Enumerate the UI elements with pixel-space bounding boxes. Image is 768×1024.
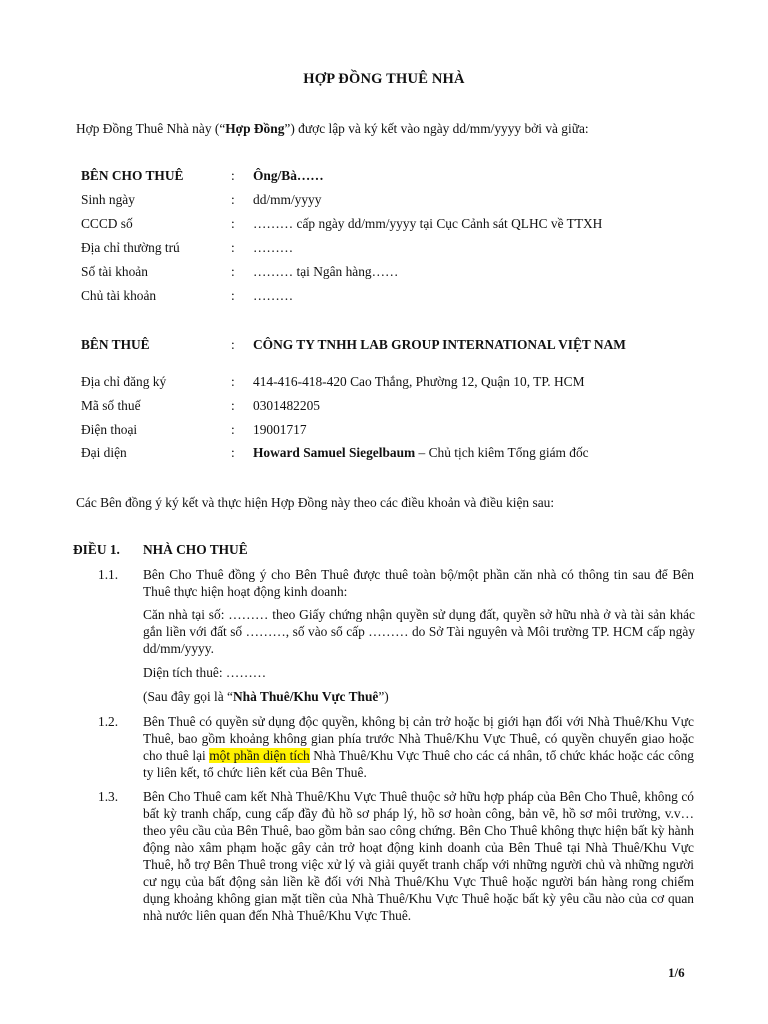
colon: : [231, 374, 235, 389]
clause-text: Bên Cho Thuê cam kết Nhà Thuê/Khu Vực Thuê thuộc sở hữu hợp pháp của Bên Cho Thuê, không có bất kỳ tranh chấp, cung cấp đầy đủ hồ sơ pháp lý, hồ sơ hoàn công, bản vẽ, hồ sơ môi trường, v.v… theo yêu cầu của Bên Thuê, bao gồm bản sao công chứng. Bên Cho Thuê không thực hiện bất kỳ hành động nào xâm phạm hoặc gây cản trở hoạt động kinh doanh của Bên Thuê tại Nhà Thuê/Khu Vực Thuê, hỗ trợ Bên Thuê trong việc xử lý và giải quyết tranh chấp với những người chủ và những người cư ngụ của bất động sản liền kề đối với Nhà Thuê/Khu Vực Thuê hoặc người bán hàng rong chiếm dụng khoảng không gian mặt tiền của Nhà Thuê/Khu Vực Thuê hoặc bất kỳ yêu cầu nào của cơ quan nhà nước liên quan đến Nhà Thuê/Khu Vực Thuê. [143, 789, 694, 923]
tax-code-label: Mã số thuế [81, 398, 141, 413]
definition-before: (Sau đây gọi là “ [143, 689, 233, 704]
lessee-label: BÊN THUÊ [81, 337, 150, 352]
account-holder-label: Chủ tài khoản [81, 288, 157, 303]
colon: : [231, 216, 235, 231]
account-value: ……… tại Ngân hàng…… [253, 264, 399, 279]
birthdate-value: dd/mm/yyyy [253, 192, 322, 207]
colon: : [231, 337, 235, 352]
phone-value: 19001717 [253, 422, 307, 437]
article-title: NHÀ CHO THUÊ [143, 542, 248, 557]
page-number: 1/6 [668, 965, 685, 980]
definition-after: ”) [378, 689, 389, 704]
account-label: Số tài khoản [81, 264, 148, 279]
clause-1-1-property: Căn nhà tại số: ……… theo Giấy chứng nhận quyền sử dụng đất, quyền sở hữu nhà ở và tài sản khác gắn liền với đất số ………, số vào sổ cấp ……… do Sở Tài nguyên và Môi trường TP. HCM cấp ngày dd/mm/yyyy. [143, 607, 695, 656]
phone-label: Điện thoại [81, 422, 138, 437]
representative-value [253, 444, 673, 461]
intro-paragraph [76, 120, 696, 137]
clause-text: Bên Cho Thuê đồng ý cho Bên Thuê được thuê toàn bộ/một phần căn nhà có thông tin sau để Bên Thuê thực hiện hoạt động kinh doanh: [143, 567, 694, 599]
article-1-heading [73, 541, 248, 558]
intro-contract-term: Hợp Đồng [225, 121, 285, 136]
birthdate-label: Sinh ngày [81, 192, 135, 207]
clause-text [143, 713, 694, 781]
clause-number: 1.2. [98, 714, 119, 729]
clause-number: 1.1. [98, 567, 119, 582]
lessee-company-value: CÔNG TY TNHH LAB GROUP INTERNATIONAL VIỆT NAM [253, 337, 626, 352]
definition-term: Nhà Thuê/Khu Vực Thuê [233, 689, 379, 704]
colon: : [231, 445, 235, 460]
colon: : [231, 192, 235, 207]
colon: : [231, 398, 235, 413]
clause-text-after: Nhà Thuê/Khu Vực Thuê cho các cá nhân, tổ chức khác hoặc các công ty liên kết, tổ chức liên kết của Bên Thuê. [143, 748, 694, 780]
account-holder-value: ……… [253, 288, 294, 303]
colon: : [231, 264, 235, 279]
id-label: CCCD số [81, 216, 133, 231]
colon: : [231, 422, 235, 437]
intro-text-after: ”) được lập và ký kết vào ngày dd/mm/yyyy bởi và giữa: [284, 121, 589, 136]
article-number: ĐIỀU 1. [73, 542, 120, 557]
id-value: ……… cấp ngày dd/mm/yyyy tại Cục Cảnh sát QLHC về TTXH [253, 216, 603, 231]
representative-name: Howard Samuel Siegelbaum [253, 445, 416, 460]
colon: : [231, 288, 235, 303]
clause-text-before: Bên Thuê có quyền sử dụng độc quyền, không bị cản trở hoặc bị giới hạn đối với Nhà Thuê/Khu Vực Thuê, bao gồm khoảng không gian phía trước Nhà Thuê/Khu Vực Thuê, có quyền chuyển giao hoặc cho thuê lại [143, 714, 694, 763]
colon: : [231, 168, 235, 183]
intro-text-before: Hợp Đồng Thuê Nhà này (“ [76, 121, 226, 136]
address-label: Địa chỉ thường trú [81, 240, 180, 255]
representative-title: – Chủ tịch kiêm Tổng giám đốc [415, 445, 589, 460]
lessor-label: BÊN CHO THUÊ [81, 168, 184, 183]
lessor-name-value: Ông/Bà…… [253, 168, 324, 183]
colon: : [231, 240, 235, 255]
tax-code-value: 0301482205 [253, 398, 320, 413]
clause-1-1-area: Diện tích thuê: ……… [143, 665, 267, 680]
address-value: ……… [253, 240, 294, 255]
clause-1-1-definition [143, 688, 695, 705]
representative-label: Đại diện [81, 445, 127, 460]
clause-number: 1.3. [98, 789, 119, 804]
highlighted-text: một phần diện tích [209, 748, 310, 763]
registered-address-value: 414-416-418-420 Cao Thắng, Phường 12, Quận 10, TP. HCM [253, 374, 585, 389]
registered-address-label: Địa chỉ đăng ký [81, 374, 167, 389]
agreement-statement: Các Bên đồng ý ký kết và thực hiện Hợp Đồng này theo các điều khoản và điều kiện sau: [76, 495, 555, 510]
document-title: HỢP ĐỒNG THUÊ NHÀ [303, 71, 465, 87]
